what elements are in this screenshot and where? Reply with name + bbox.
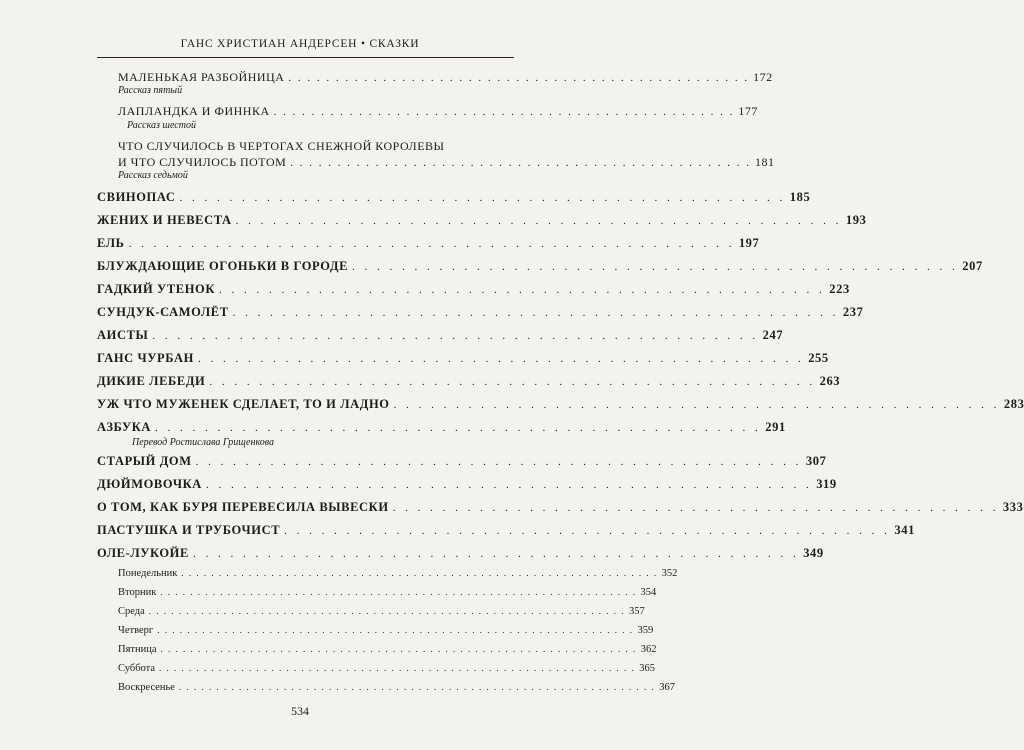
toc-entry[interactable] [97, 213, 867, 228]
toc-entry-day[interactable] [118, 568, 678, 579]
toc-entry-title: Среда [118, 606, 145, 617]
page-number: 534 [291, 704, 309, 718]
toc-entry-day[interactable] [118, 682, 675, 693]
toc-entry-title: Суббота [118, 663, 156, 674]
translator-note: Перевод Ростислава Грищенкова [132, 437, 275, 448]
toc-entry-page: 197 [738, 236, 760, 250]
toc-entry-page: 367 [659, 682, 675, 693]
toc-entry-page: 354 [640, 587, 657, 598]
toc-entry-page: 181 [755, 155, 775, 169]
header-rule [97, 57, 514, 58]
toc-entry-page: 223 [829, 282, 850, 296]
toc-entry-page: 177 [738, 104, 758, 118]
toc-entry-page: 319 [816, 477, 837, 491]
leader-dots: . . . . . . . . . . . . . . . . . . . . . . . . . . . . . . . . . . . . . . . . . . . . . . . . . [179, 192, 786, 204]
toc-entry-page: 263 [819, 374, 841, 388]
toc-entry-title: АЗБУКА [97, 420, 152, 434]
toc-entry-title: СТАРЫЙ ДОМ [97, 454, 192, 468]
toc-entry[interactable] [97, 523, 915, 538]
leader-dots: . . . . . . . . . . . . . . . . . . . . . . . . . . . . . . . . . . . . . . . . . . . . . . . . . . . . . . . . . . . . . . . . [178, 682, 656, 692]
toc-entry-page: 349 [803, 546, 824, 560]
leader-dots: . . . . . . . . . . . . . . . . . . . . . . . . . . . . . . . . . . . . . . . . . . . . . . . . . [288, 72, 750, 84]
toc-entry-substory[interactable] [118, 104, 758, 119]
leader-dots: . . . . . . . . . . . . . . . . . . . . . . . . . . . . . . . . . . . . . . . . . . . . . . . . . [273, 106, 735, 118]
leader-dots: . . . . . . . . . . . . . . . . . . . . . . . . . . . . . . . . . . . . . . . . . . . . . . . . . [219, 284, 826, 296]
toc-entry-page: 333 [1002, 500, 1024, 514]
toc-entry-subtitle: Рассказ шестой [127, 120, 196, 131]
toc-entry-page: 341 [894, 523, 915, 537]
toc-entry[interactable] [97, 190, 811, 205]
toc-entry-page: 283 [1003, 397, 1024, 411]
leader-dots: . . . . . . . . . . . . . . . . . . . . . . . . . . . . . . . . . . . . . . . . . . . . . . . . . [393, 399, 1000, 411]
toc-entry-substory[interactable] [118, 70, 773, 85]
leader-dots: . . . . . . . . . . . . . . . . . . . . . . . . . . . . . . . . . . . . . . . . . . . . . . . . . [290, 157, 752, 169]
toc-entry-day[interactable] [118, 663, 656, 674]
leader-dots: . . . . . . . . . . . . . . . . . . . . . . . . . . . . . . . . . . . . . . . . . . . . . . . . . [192, 548, 800, 560]
leader-dots: . . . . . . . . . . . . . . . . . . . . . . . . . . . . . . . . . . . . . . . . . . . . . . . . . [284, 525, 891, 537]
toc-entry-title: Пятница [118, 644, 157, 655]
toc-entry[interactable] [97, 374, 841, 389]
toc-entry-day[interactable] [118, 625, 654, 636]
toc-entry-title: ПАСТУШКА И ТРУБОЧИСТ [97, 523, 281, 537]
toc-entry-day[interactable] [118, 606, 645, 617]
toc-entry-title: ГАНС ЧУРБАН [97, 351, 194, 365]
toc-entry-page: 365 [639, 663, 656, 674]
toc-entry-title: ОЛЕ-ЛУКОЙЕ [97, 546, 189, 560]
toc-entry[interactable] [97, 500, 1024, 515]
leader-dots: . . . . . . . . . . . . . . . . . . . . . . . . . . . . . . . . . . . . . . . . . . . . . . . . . [209, 376, 816, 388]
toc-entry[interactable] [97, 236, 760, 251]
toc-entry-page: 185 [789, 190, 811, 204]
toc-entry-page: 193 [845, 213, 867, 227]
toc-entry-title: Вторник [118, 587, 157, 598]
toc-entry-page: 207 [962, 259, 983, 273]
toc-entry-title: Четверг [118, 625, 154, 636]
toc-entry-title: Воскресенье [118, 682, 175, 693]
toc-entry[interactable] [97, 305, 864, 320]
toc-entry-page: 362 [640, 644, 657, 655]
toc-entry-title: СУНДУК-САМОЛЁТ [97, 305, 229, 319]
leader-dots: . . . . . . . . . . . . . . . . . . . . . . . . . . . . . . . . . . . . . . . . . . . . . . . . . [152, 330, 759, 342]
toc-entry-day[interactable] [118, 644, 657, 655]
toc-entry-page: 172 [753, 70, 773, 84]
leader-dots: . . . . . . . . . . . . . . . . . . . . . . . . . . . . . . . . . . . . . . . . . . . . . . . . . . . . . . . . . . . . . . . . [148, 606, 626, 616]
toc-entry-day[interactable] [118, 587, 657, 598]
toc-entry[interactable] [97, 546, 824, 561]
leader-dots: . . . . . . . . . . . . . . . . . . . . . . . . . . . . . . . . . . . . . . . . . . . . . . . . . [195, 456, 802, 468]
toc-entry-subtitle: Рассказ седьмой [118, 170, 188, 181]
toc-entry-title: ДИКИЕ ЛЕБЕДИ [97, 374, 206, 388]
toc-entry-title: И ЧТО СЛУЧИЛОСЬ ПОТОМ [118, 155, 287, 169]
leader-dots: . . . . . . . . . . . . . . . . . . . . . . . . . . . . . . . . . . . . . . . . . . . . . . . . . [197, 353, 805, 365]
leader-dots: . . . . . . . . . . . . . . . . . . . . . . . . . . . . . . . . . . . . . . . . . . . . . . . . . [392, 502, 999, 514]
toc-entry-page: 352 [661, 568, 678, 579]
toc-entry-title: ДЮЙМОВОЧКА [97, 477, 202, 491]
toc-entry-subtitle: Рассказ пятый [118, 85, 183, 96]
toc-entry-title: ЕЛЬ [97, 236, 125, 250]
toc-entry-page: 247 [762, 328, 784, 342]
toc-entry-page: 357 [629, 606, 645, 617]
toc-entry-title: О ТОМ, КАК БУРЯ ПЕРЕВЕСИЛА ВЫВЕСКИ [97, 500, 389, 514]
toc-entry[interactable] [97, 397, 1024, 412]
leader-dots: . . . . . . . . . . . . . . . . . . . . . . . . . . . . . . . . . . . . . . . . . . . . . . . . . [235, 215, 842, 227]
toc-entry[interactable] [97, 351, 829, 366]
leader-dots: . . . . . . . . . . . . . . . . . . . . . . . . . . . . . . . . . . . . . . . . . . . . . . . . . [155, 422, 762, 434]
running-header: ГАНС ХРИСТИАН АНДЕРСЕН • СКАЗКИ [180, 38, 420, 50]
leader-dots: . . . . . . . . . . . . . . . . . . . . . . . . . . . . . . . . . . . . . . . . . . . . . . . . . . . . . . . . . . . . . . . . [159, 663, 636, 673]
toc-entry-page: 255 [808, 351, 829, 365]
leader-dots: . . . . . . . . . . . . . . . . . . . . . . . . . . . . . . . . . . . . . . . . . . . . . . . . . [128, 238, 735, 250]
toc-entry-page: 359 [637, 625, 654, 636]
toc-entry-title: МАЛЕНЬКАЯ РАЗБОЙНИЦА [118, 70, 285, 84]
toc-entry-title: СВИНОПАС [97, 190, 176, 204]
leader-dots: . . . . . . . . . . . . . . . . . . . . . . . . . . . . . . . . . . . . . . . . . . . . . . . . . . . . . . . . . . . . . . . . [160, 644, 637, 654]
toc-entry-page: 291 [765, 420, 786, 434]
toc-entry-title: АИСТЫ [97, 328, 149, 342]
leader-dots: . . . . . . . . . . . . . . . . . . . . . . . . . . . . . . . . . . . . . . . . . . . . . . . . . [205, 479, 813, 491]
toc-entry[interactable] [97, 420, 786, 435]
leader-dots: . . . . . . . . . . . . . . . . . . . . . . . . . . . . . . . . . . . . . . . . . . . . . . . . . . . . . . . . . . . . . . . . [181, 568, 658, 578]
toc-entry[interactable] [97, 477, 837, 492]
leader-dots: . . . . . . . . . . . . . . . . . . . . . . . . . . . . . . . . . . . . . . . . . . . . . . . . . . . . . . . . . . . . . . . . [157, 625, 634, 635]
toc-entry-title: УЖ ЧТО МУЖЕНЕК СДЕЛАЕТ, ТО И ЛАДНО [97, 397, 390, 411]
toc-entry-page: 237 [842, 305, 864, 319]
toc-entry-title: ЛАПЛАНДКА И ФИННКА [118, 104, 270, 118]
leader-dots: . . . . . . . . . . . . . . . . . . . . . . . . . . . . . . . . . . . . . . . . . . . . . . . . . . . . . . . . . . . . . . . . [160, 587, 637, 597]
leader-dots: . . . . . . . . . . . . . . . . . . . . . . . . . . . . . . . . . . . . . . . . . . . . . . . . . [352, 261, 959, 273]
toc-entry-title: Понедельник [118, 568, 178, 579]
toc-entry-title-line[interactable]: ЧТО СЛУЧИЛОСЬ В ЧЕРТОГАХ СНЕЖНОЙ КОРОЛЕВЫ [118, 139, 445, 153]
toc-entry-title: БЛУЖДАЮЩИЕ ОГОНЬКИ В ГОРОДЕ [97, 259, 349, 273]
toc-entry-title: ГАДКИЙ УТЕНОК [97, 282, 216, 296]
toc-entry[interactable] [97, 328, 784, 343]
toc-entry[interactable] [97, 259, 983, 274]
toc-entry[interactable] [97, 282, 850, 297]
toc-entry-substory[interactable] [118, 155, 775, 170]
toc-entry-title: ЖЕНИХ И НЕВЕСТА [97, 213, 232, 227]
toc-entry-page: 307 [805, 454, 827, 468]
toc-entry[interactable] [97, 454, 827, 469]
leader-dots: . . . . . . . . . . . . . . . . . . . . . . . . . . . . . . . . . . . . . . . . . . . . . . . . . [232, 307, 839, 319]
